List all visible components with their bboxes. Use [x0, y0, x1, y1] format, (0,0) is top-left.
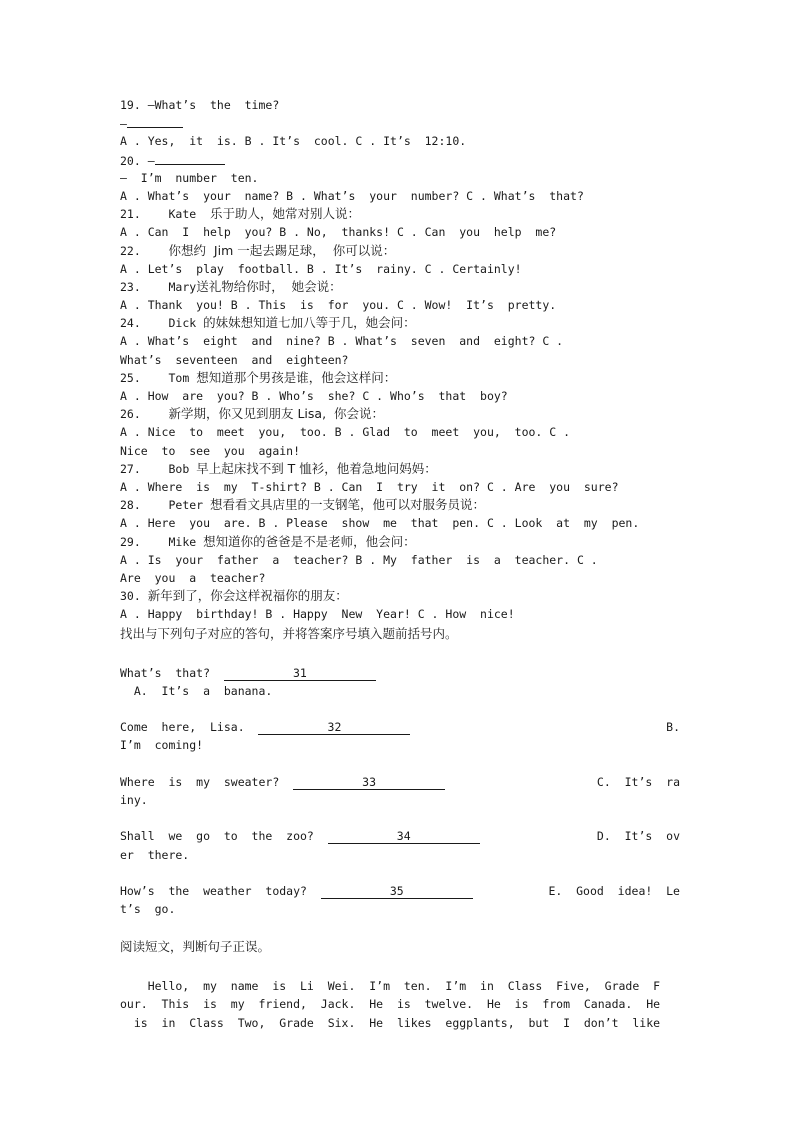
- question-24: [120, 314, 680, 332]
- options-25: A . How are you? B . Who’s she? C . Who’s that boy?: [120, 389, 508, 403]
- question-20: [120, 151, 680, 169]
- question-number: 27.: [120, 461, 141, 476]
- options-26-cont: Nice to see you again!: [120, 443, 301, 458]
- matching-item-35: [120, 882, 680, 900]
- question-22: [120, 242, 680, 260]
- question-number: 28.: [120, 498, 141, 513]
- matching-question: Shall we go to the zoo?: [120, 829, 314, 844]
- name: Mary: [168, 279, 197, 294]
- prompt: 新学期，你又见到朋友 Lisa, 你会说：: [168, 406, 384, 422]
- matching-blank[interactable]: 32: [258, 721, 410, 735]
- name: Peter: [168, 498, 204, 513]
- prompt: 早上起床找不到 T 恤衫，他着急地问妈妈：: [196, 460, 437, 476]
- matching-blank[interactable]: 33: [293, 776, 445, 790]
- question-23: [120, 278, 680, 296]
- matching-answer-b-cont: [120, 736, 680, 754]
- name: Mike: [168, 534, 197, 549]
- question-25: [120, 369, 680, 387]
- name: Bob: [168, 461, 190, 476]
- name: Kate: [168, 207, 197, 222]
- prompt: 的妹妹想知道七加八等于几，她会问：: [203, 315, 416, 331]
- answer-line-19: [120, 114, 680, 132]
- answer-blank[interactable]: [127, 114, 183, 128]
- matching-answer: D. It’s ov: [596, 829, 680, 844]
- question-number: 21.: [120, 207, 141, 222]
- matching-question: Come here, Lisa.: [120, 720, 245, 735]
- question-21: [120, 205, 680, 223]
- question-number: 22.: [120, 243, 141, 258]
- question-28: [120, 496, 680, 514]
- reading-heading: 阅读短文，判断句子正误。: [120, 939, 271, 955]
- reading-line: Hello, my name is Li Wei. I’m ten. I’m in Class Five, Grade F: [120, 978, 661, 993]
- matching-answer: I’m coming!: [120, 738, 204, 753]
- matching-blank[interactable]: 31: [224, 667, 376, 681]
- matching-item-31: [120, 664, 680, 682]
- matching-heading: 找出与下列句子对应的答句，并将答案序号填入题前括号内。: [120, 626, 458, 642]
- question-19: [120, 96, 680, 114]
- matching-answer: A. It’s a banana.: [120, 683, 273, 698]
- question-29: [120, 533, 680, 551]
- reading-line: our. This is my friend, Jack. He is twelve. He is from Canada. He: [120, 997, 661, 1012]
- question-text: 19. —What’s the time?: [120, 98, 280, 112]
- options-24-cont: What’s seventeen and eighteen?: [120, 352, 349, 367]
- matching-answer: er there.: [120, 847, 190, 862]
- prompt: 新年到了，你会这样祝福你的朋友：: [147, 588, 348, 604]
- matching-question: How’s the weather today?: [120, 883, 307, 898]
- question-number: 30.: [120, 589, 141, 604]
- matching-answer: C. It’s ra: [596, 774, 680, 789]
- matching-blank[interactable]: 35: [321, 885, 473, 899]
- options-26: A . Nice to meet you, too. B . Glad to meet you, too. C .: [120, 425, 571, 440]
- question-number: 23.: [120, 279, 141, 294]
- reply-20: — I’m number ten.: [120, 170, 259, 185]
- name: Tom: [168, 370, 190, 385]
- matching-item-32: [120, 718, 680, 736]
- options-23: A . Thank you! B . This is for you. C . Wow! It’s pretty.: [120, 298, 557, 313]
- question-26: [120, 405, 680, 423]
- prompt: 乐于助人，她常对别人说：: [210, 206, 361, 222]
- reading-line: is in Class Two, Grade Six. He likes eggplants, but I don’t like: [120, 1015, 661, 1030]
- matching-answer-d-cont: [120, 846, 680, 864]
- question-number: 24.: [120, 316, 141, 331]
- matching-answer: t’s go.: [120, 902, 176, 917]
- prompt: 想知道你的爸爸是不是老师，他会问：: [203, 533, 416, 549]
- prompt: 想知道那个男孩是谁，他会这样问：: [196, 369, 397, 385]
- worksheet: [120, 96, 680, 1032]
- question-text: 20. —: [120, 153, 155, 168]
- matching-answer-c-cont: [120, 791, 680, 809]
- matching-blank[interactable]: 34: [328, 830, 480, 844]
- options-22: A . Let’s play football. B . It’s rainy. C . Certainly!: [120, 261, 522, 276]
- matching-item-34: [120, 827, 680, 845]
- options-28: A . Here you are. B . Please show me that pen. C . Look at my pen.: [120, 516, 640, 531]
- options-24: A . What’s eight and nine? B . What’s seven and eight? C .: [120, 334, 564, 349]
- prompt: 你想约 Jim 一起去踢足球， 你可以说：: [168, 242, 396, 258]
- options-20: A . What’s your name? B . What’s your number? C . What’s that?: [120, 188, 584, 203]
- answer-blank[interactable]: [155, 151, 225, 165]
- question-30: [120, 587, 680, 605]
- question-number: 25.: [120, 370, 141, 385]
- matching-question: What’s that?: [120, 665, 211, 680]
- name: Dick: [168, 316, 197, 331]
- options-30: A . Happy birthday! B . Happy New Year! C . How nice!: [120, 607, 515, 622]
- question-number: 29.: [120, 534, 141, 549]
- question-27: [120, 460, 680, 478]
- matching-answer-a: [120, 682, 680, 700]
- matching-answer: B.: [666, 720, 680, 735]
- matching-item-33: [120, 773, 680, 791]
- dash: —: [120, 117, 127, 132]
- prompt: 想看看文具店里的一支钢笔，他可以对服务员说：: [210, 497, 486, 513]
- matching-answer: E. Good idea! Le: [548, 883, 680, 898]
- options-21: A . Can I help you? B . No, thanks! C . Can you help me?: [120, 225, 557, 240]
- options-29: A . Is your father a teacher? B . My father is a teacher. C .: [120, 552, 598, 567]
- matching-answer-e-cont: [120, 900, 680, 918]
- prompt: 送礼物给你时， 她会说：: [196, 278, 342, 294]
- options-29-cont: Are you a teacher?: [120, 570, 266, 585]
- question-number: 26.: [120, 407, 141, 422]
- matching-answer: iny.: [120, 792, 148, 807]
- options-19: A . Yes, it is. B . It’s cool. C . It’s 12:10.: [120, 134, 467, 149]
- matching-question: Where is my sweater?: [120, 774, 280, 789]
- options-27: A . Where is my T-shirt? B . Can I try it on? C . Are you sure?: [120, 479, 619, 494]
